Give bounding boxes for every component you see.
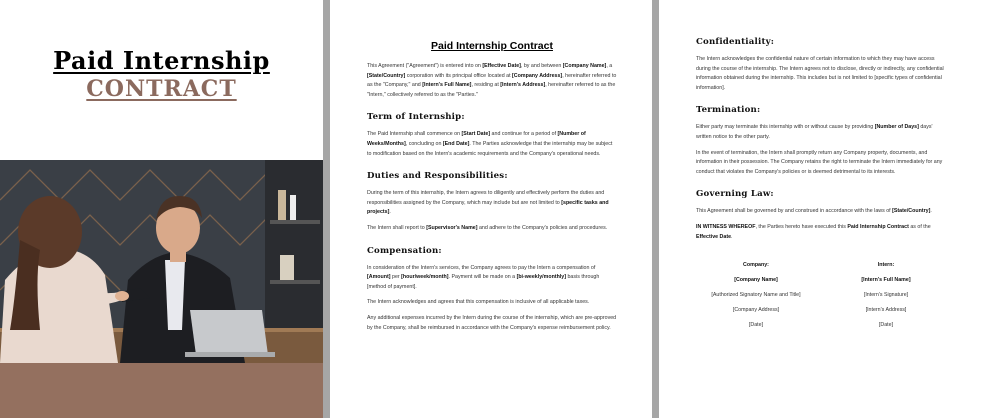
cover-photo-handshake (0, 160, 323, 363)
bold-run: [State/Country] (892, 208, 931, 215)
term-heading: Term of Internship: (367, 112, 465, 123)
signature-company (696, 258, 816, 333)
bold-run: [Effective Date] (482, 63, 521, 69)
cover-page (0, 0, 323, 418)
duties-heading: Duties and Responsibilities: (367, 171, 508, 182)
term-paragraph: The Paid Internship shall commence on [Start Date] and continue for a period of [Number of Weeks/Months], concluding on [End Date]. The Parties acknowledge that the internship may be subject to modification based on the Intern's academic requirements and the Company's operational needs. (367, 131, 613, 157)
signature-block (696, 258, 946, 333)
bold-run: Paid Internship Contract (847, 223, 909, 230)
bold-run: IN WITNESS WHEREOF (696, 223, 756, 230)
cover-title-line1: Paid Internship (53, 46, 270, 75)
governing-law-paragraph: This Agreement shall be governed by and construed in accordance with the laws of [State/Country]. (696, 208, 932, 215)
bold-run: [Start Date] (461, 131, 491, 138)
intern-heading: Intern: (877, 262, 895, 269)
bold-run: [bi-weekly/monthly] (516, 274, 567, 281)
signature-intern (826, 258, 946, 333)
contract-page-3 (659, 0, 981, 418)
bold-run: [End Date] (442, 140, 470, 147)
intern-signature-field: [Intern's Signature] (863, 292, 909, 299)
governing-law-heading: Governing Law: (696, 189, 774, 200)
intern-address-field: [Intern's Address] (865, 307, 907, 314)
bold-run: [Intern's Full Name] (422, 82, 472, 89)
intro-paragraph: This Agreement ("Agreement") is entered into on [Effective Date], by and between [Company Name], a [State/Country] corporation with its principal office located at [Company Address], hereinafter referred to as the "Company," and [Intern's Full Name], residing at [Intern's Address], hereinafter referred to as the "Intern," collectively referred to as the "Parties." (367, 63, 617, 98)
cover-title-line2: CONTRACT (86, 76, 237, 102)
compensation-paragraph-2: The Intern acknowledges and agrees that this compensation is inclusive of all applicable taxes. (367, 299, 590, 306)
cover-color-band (0, 363, 323, 418)
bold-run: [specific tasks and projects] (367, 199, 609, 216)
compensation-paragraph-1: In consideration of the Intern's services, the Company agrees to pay the Intern a compensation of [Amount] per [hour/week/month]. Payment will be made on a [bi-weekly/monthly] basis through [method of payment]. (367, 264, 600, 290)
bold-run: [Number of Days] (874, 124, 919, 131)
company-heading: Company: (743, 262, 769, 269)
intern-date-field: [Date] (878, 322, 894, 329)
witness-paragraph: IN WITNESS WHEREOF, the Parties hereto have executed this Paid Internship Contract as of the Effective Date. (696, 223, 931, 240)
duties-paragraph-1: During the term of this internship, the Intern agrees to diligently and effectively perform the duties and responsibilities assigned by the Company, which may include but are not limited to [specific tasks and projects]. (367, 190, 609, 216)
compensation-heading: Compensation: (367, 245, 442, 256)
bold-run: [State/Country] (367, 72, 406, 79)
bold-run: [Amount] (367, 274, 391, 281)
confidentiality-paragraph: The Intern acknowledges the confidential nature of certain information to which they may have access during the course of the internship. The Intern agrees not to disclose, directly or indirectly, any confidential information obtained during the internship. This includes but is not limited to [specific types of confidential information]. (696, 56, 944, 91)
termination-paragraph-1: Either party may terminate this internship with or without cause by providing [Number of Days] days' written notice to the other party. (696, 124, 933, 140)
bold-run: [Number of Weeks/Months] (367, 131, 586, 147)
contract-title: Paid Internship Contract (431, 40, 553, 52)
company-signatory-field: [Authorized Signatory Name and Title] (711, 292, 801, 299)
duties-paragraph-2: The Intern shall report to [Supervisor's Name] and adhere to the Company's policies and procedures. (367, 224, 608, 231)
bold-run: [hour/week/month] (401, 274, 449, 281)
bold-run: [Intern's Address] (500, 82, 546, 89)
company-address-field: [Company Address] (732, 307, 780, 314)
bold-run: [Company Address] (512, 72, 563, 79)
termination-paragraph-2: In the event of termination, the Intern shall promptly return any Company property, documents, and information in their possession. The Company retains the right to terminate the Intern immediately for any conduct that violates the Company's policies or is deemed detrimental to its interests. (696, 149, 943, 175)
company-name-field: [Company Name] (734, 277, 778, 284)
bold-run: Effective Date (696, 233, 732, 240)
intern-name-field: [Intern's Full Name] (861, 277, 911, 284)
company-date-field: [Date] (748, 322, 764, 329)
bold-run: [Company Name] (562, 63, 607, 69)
contract-page-2 (330, 0, 652, 418)
termination-heading: Termination: (696, 105, 761, 116)
confidentiality-heading: Confidentiality: (696, 37, 775, 47)
bold-run: [Supervisor's Name] (426, 224, 478, 231)
compensation-paragraph-3: Any additional expenses incurred by the Intern during the course of the internship, which are pre-approved by the Company, shall be reimbursed in accordance with the Company's expense reimbursement policy. (367, 314, 617, 331)
